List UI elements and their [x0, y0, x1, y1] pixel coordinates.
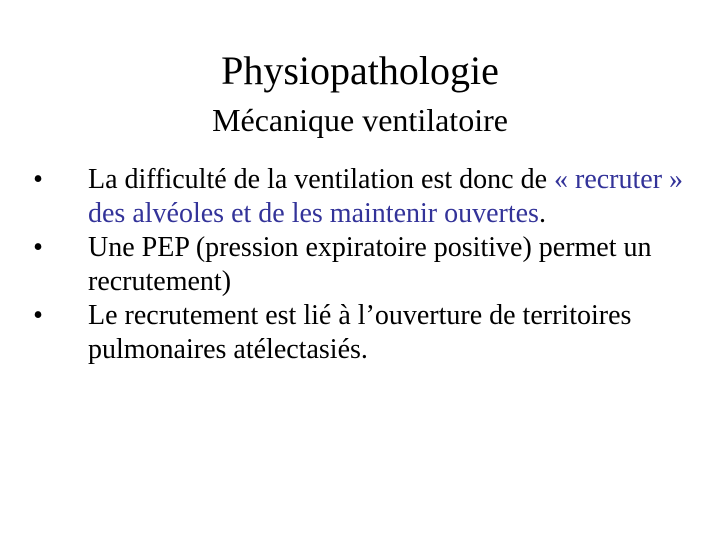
slide-subtitle: Mécanique ventilatoire — [212, 102, 508, 138]
bullet-item-pep — [28, 231, 698, 299]
bullet-text-tail: . — [538, 198, 546, 229]
bullet-marker: • — [33, 164, 43, 195]
bullet-text: La difficulté de la ventilation est donc de — [88, 164, 547, 195]
slide-title: Physiopathologie — [221, 48, 499, 93]
bullet-item-ventilation — [28, 163, 698, 231]
bullet-item-recrutement — [28, 299, 698, 367]
bullet-marker: • — [33, 300, 43, 331]
bullet-text: Le recrutement est lié à l’ouverture de territoires pulmonaires atélectasiés. — [88, 300, 632, 365]
bullet-marker: • — [33, 232, 43, 263]
bullet-list — [28, 163, 698, 367]
bullet-text: Une PEP (pression expiratoire positive) permet un recrutement) — [88, 232, 652, 297]
bullet-highlight-text: « recruter » des alvéoles et de les maintenir ouvertes — [88, 164, 684, 229]
